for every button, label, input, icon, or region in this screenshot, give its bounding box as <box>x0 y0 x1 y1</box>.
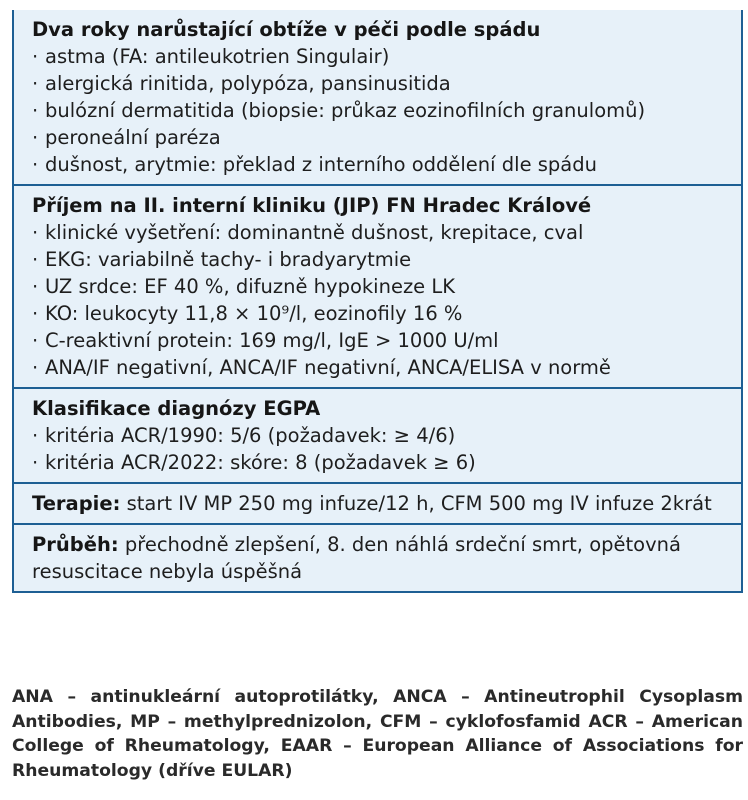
bullet-icon: · <box>32 302 39 325</box>
admission-list <box>32 219 741 381</box>
history-heading: Dva roky narůstající obtíže v péči podle spádu <box>32 18 541 41</box>
bullet-icon: · <box>32 275 39 298</box>
list-item: · UZ srdce: EF 40 %, difuzně hypokineze LK <box>32 275 456 298</box>
bullet-icon: · <box>32 99 39 122</box>
bullet-icon: · <box>32 153 39 176</box>
course-text: přechodně zlepšení, 8. den náhlá srdeční smrt, opětovná resuscitace nebyla úspěšná <box>32 533 681 583</box>
history-section <box>14 10 741 184</box>
list-item: · kritéria ACR/2022: skóre: 8 (požadavek ≥ 6) <box>32 451 476 474</box>
classification-heading: Klasifikace diagnózy EGPA <box>32 397 321 420</box>
course-section <box>14 523 741 591</box>
list-item: · peroneální paréza <box>32 126 221 149</box>
list-item: · klinické vyšetření: dominantně dušnost, krepitace, cval <box>32 221 584 244</box>
therapy-paragraph <box>32 490 741 517</box>
case-summary-table <box>12 10 743 593</box>
therapy-label: Terapie: <box>32 492 121 515</box>
list-item: · astma (FA: antileukotrien Singulair) <box>32 45 390 68</box>
list-item: · bulózní dermatitida (biopsie: průkaz eozinofilních granulomů) <box>32 99 646 122</box>
admission-heading: Příjem na II. interní kliniku (JIP) FN Hradec Králové <box>32 194 592 217</box>
list-item: · dušnost, arytmie: překlad z interního oddělení dle spádu <box>32 153 597 176</box>
bullet-icon: · <box>32 424 39 447</box>
bullet-icon: · <box>32 451 39 474</box>
history-list <box>32 43 741 178</box>
list-item: · kritéria ACR/1990: 5/6 (požadavek: ≥ 4/6) <box>32 424 456 447</box>
course-label: Průběh: <box>32 533 119 556</box>
therapy-section <box>14 482 741 523</box>
therapy-text: start IV MP 250 mg infuze/12 h, CFM 500 mg IV infuze 2krát <box>120 492 712 515</box>
classification-section <box>14 387 741 482</box>
list-item: · ANA/IF negativní, ANCA/IF negativní, ANCA/ELISA v normě <box>32 356 611 379</box>
admission-section <box>14 184 741 387</box>
bullet-icon: · <box>32 126 39 149</box>
classification-list <box>32 422 741 476</box>
course-paragraph <box>32 531 741 585</box>
bullet-icon: · <box>32 248 39 271</box>
abbreviations-footnote: ANA – antinukleární autoprotilátky, ANCA – Antineutrophil Cysoplasm Antibodies, MP – methylprednizolon, CFM – cyklofosfamid ACR – American College of Rheumatology, EAAR – European Alliance of Associations for Rheumatology (dříve EULAR) <box>12 687 743 781</box>
list-item: · KO: leukocyty 11,8 × 10⁹/l, eozinofily 16 % <box>32 302 463 325</box>
bullet-icon: · <box>32 356 39 379</box>
bullet-icon: · <box>32 72 39 95</box>
list-item: · EKG: variabilně tachy- i bradyarytmie <box>32 248 412 271</box>
bullet-icon: · <box>32 329 39 352</box>
list-item: · C-reaktivní protein: 169 mg/l, IgE > 1000 U/ml <box>32 329 499 352</box>
bullet-icon: · <box>32 45 39 68</box>
list-item: · alergická rinitida, polypóza, pansinusitida <box>32 72 451 95</box>
bullet-icon: · <box>32 221 39 244</box>
